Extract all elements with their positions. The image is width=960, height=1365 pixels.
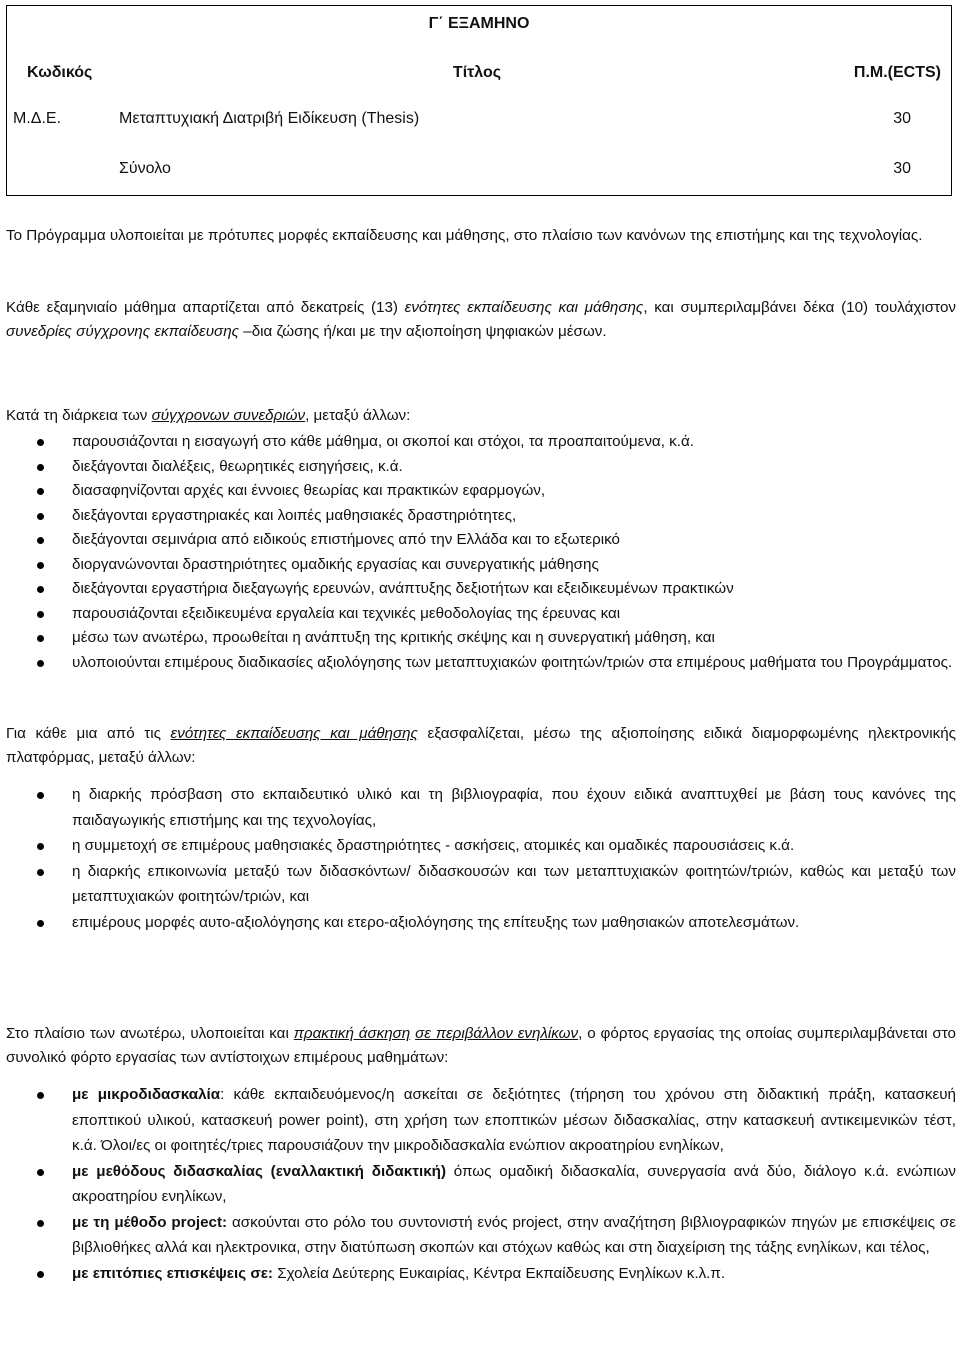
- semester-table: [6, 5, 952, 196]
- list-item: [6, 1261, 956, 1287]
- table-cell-code: Μ.Δ.Ε.: [13, 110, 62, 127]
- underlined-term-practical: πρακτική άσκηση: [293, 1025, 411, 1042]
- list-item: διεξάγονται εργαστηριακές και λοιπές μαθησιακές δραστηριότητες,: [6, 504, 956, 529]
- column-header-code: Κωδικός: [27, 64, 93, 81]
- list-item: η διαρκής επικοινωνία μεταξύ των διδασκόντων/ διδασκουσών και των μεταπτυχιακών φοιτητών/τριών, καθώς και μεταξύ των μεταπτυχιακών φοιτητών/τριών, και: [6, 859, 956, 910]
- method-label: με μεθόδους διδασκαλίας (εναλλακτική διδακτική): [72, 1162, 446, 1180]
- list-item: η διαρκής πρόσβαση στο εκπαιδευτικό υλικό και τη βιβλιογραφία, που έχουν ειδικά αναπτυχθεί με βάση τους κανόνες της παιδαγωγικής επιστήμης και της τεχνολογίας,: [6, 782, 956, 833]
- method-label: με τη μέθοδο project:: [72, 1213, 228, 1231]
- table-cell-ects: 30: [893, 110, 911, 127]
- paragraph-practical-training: [6, 1022, 956, 1069]
- underlined-term-sessions: σύγχρονων συνεδριών: [151, 407, 306, 424]
- text-segment: Κατά τη διάρκεια των: [6, 407, 152, 424]
- list-item: διεξάγονται διαλέξεις, θεωρητικές εισηγήσεις, κ.ά.: [6, 455, 956, 480]
- list-item: η συμμετοχή σε επιμέρους μαθησιακές δραστηριότητες - ασκήσεις, ατομικές και ομαδικές παρουσιάσεις κ.ά.: [6, 833, 956, 859]
- italic-term-units: ενότητες εκπαίδευσης και μάθησης: [404, 299, 644, 316]
- method-label: με μικροδιδασκαλία: [72, 1086, 221, 1103]
- list-item: παρουσιάζονται η εισαγωγή στο κάθε μάθημα, οι σκοποί και στόχοι, τα προαπαιτούμενα, κ.ά.: [6, 430, 956, 455]
- text-segment: Για κάθε μια από τις: [6, 725, 171, 742]
- list-item: [6, 1210, 956, 1261]
- underlined-term-adult-env: σε περιβάλλον ενηλίκων: [415, 1025, 579, 1042]
- text-segment: –δια ζώσης ή/και με την αξιοποίηση ψηφιακών μέσων.: [239, 322, 607, 340]
- total-label: Σύνολο: [119, 160, 171, 177]
- paragraph-platform-intro: [6, 722, 956, 769]
- list-item: διασαφηνίζονται αρχές και έννοιες θεωρίας και πρακτικών εφαρμογών,: [6, 479, 956, 504]
- method-description: : κάθε εκπαιδευόμενος/η ασκείται σε δεξιότητες (τήρηση του χρόνου στη διδακτική πράξη, κατασκευή εποπτικού υλικού, κατασκευή power point), στη χρήση των εποπτικών μέσων διδασκαλίας, στην κατασκευή αντικειμενικών τέστ, κ.ά. Όλοι/ες οι φοιτητές/τριες παρουσιάζουν την μικροδιδασκαλία ενώπιον ακροατηρίου ενηλίκων,: [72, 1086, 956, 1154]
- text-segment: , ο φόρτος εργασίας της οποίας συμπεριλαμβάνεται στο συνολικό φόρτο εργασίας των αντίστοιχων επιμέρους μαθημάτων:: [6, 1025, 956, 1066]
- list-item: διεξάγονται σεμινάρια από ειδικούς επιστήμονες από την Ελλάδα και το εξωτερικό: [6, 528, 956, 553]
- text-segment: εξασφαλίζεται, μέσω της αξιοποίησης ειδικά διαμορφωμένης ηλεκτρονικής πλατφόρμας, μεταξύ άλλων:: [6, 725, 957, 766]
- platform-features-list: [6, 782, 956, 935]
- list-item: [6, 1159, 956, 1210]
- text-segment: Κάθε εξαμηνιαίο μάθημα απαρτίζεται από δεκατρείς (13): [6, 299, 405, 316]
- paragraph-semester-course: [6, 296, 956, 343]
- list-item: υλοποιούνται επιμέρους διαδικασίες αξιολόγησης των μεταπτυχιακών φοιτητών/τριών στα επιμέρους μαθήματα του Προγράμματος.: [6, 651, 956, 676]
- practical-methods-list: [6, 1082, 956, 1286]
- text-segment: , και συμπεριλαμβάνει δέκα (10) τουλάχιστον: [643, 299, 956, 316]
- text-segment: , μεταξύ άλλων:: [305, 407, 411, 424]
- table-title: Γ΄ ΕΞΑΜΗΝΟ: [428, 15, 530, 32]
- method-description: Σχολεία Δεύτερης Ευκαιρίας, Κέντρα Εκπαίδευσης Ενηλίκων κ.λ.π.: [273, 1264, 726, 1282]
- method-description: όπως ομαδική διδασκαλία, συνεργασία ανά δύο, διάλογο κ.ά. ενώπιων ακροατηρίου ενηλίκων,: [72, 1162, 956, 1205]
- list-item: επιμέρους μορφές αυτο-αξιολόγησης και ετερο-αξιολόγησης της επίτευξης των μαθησιακών αποτελεσμάτων.: [6, 910, 956, 936]
- sessions-activities-list: [6, 430, 956, 675]
- total-ects: 30: [893, 160, 911, 177]
- list-item: διοργανώνονται δραστηριότητες ομαδικής εργασίας και συνεργατικής μάθησης: [6, 553, 956, 578]
- column-header-title: Τίτλος: [452, 64, 502, 81]
- method-description: ασκούνται στο ρόλο του συντονιστή ενός project, στην αναζήτηση βιβλιογραφικών πηγών με επισκέψεις σε βιβλιοθήκες αλλά και ηλεκτρονικα, στην διατύπωση σκοπών και στόχων καθώς και στη διαχείριση της τάξης ενηλίκων, και τέλος,: [72, 1213, 956, 1256]
- list-item: [6, 1082, 956, 1159]
- text-segment: Στο πλαίσιο των ανωτέρω, υλοποιείται και: [6, 1025, 294, 1042]
- list-item: μέσω των ανωτέρω, προωθείται η ανάπτυξη της κριτικής σκέψης και η συνεργατική μάθηση, και: [6, 626, 956, 651]
- method-label: με επιτόπιες επισκέψεις σε:: [72, 1264, 273, 1282]
- paragraph-program: Το Πρόγραμμα υλοποιείται με πρότυπες μορφές εκπαίδευσης και μάθησης, στο πλαίσιο των κανόνων της επιστήμης και της τεχνολογίας.: [6, 227, 923, 244]
- paragraph-sessions-intro: [6, 404, 956, 428]
- column-header-ects: Π.Μ.(ECTS): [853, 64, 941, 81]
- table-cell-title: Μεταπτυχιακή Διατριβή Ειδίκευση (Thesis): [119, 110, 420, 127]
- underlined-term-units: ενότητες εκπαίδευσης και μάθησης: [170, 725, 418, 742]
- list-item: παρουσιάζονται εξειδικευμένα εργαλεία και τεχνικές μεθοδολογίας της έρευνας και: [6, 602, 956, 627]
- list-item: διεξάγονται εργαστήρια διεξαγωγής ερευνών, ανάπτυξης δεξιοτήτων και εξειδικευμένων πρακτικών: [6, 577, 956, 602]
- italic-term-sessions: συνεδρίες σύγχρονης εκπαίδευσης: [6, 322, 240, 340]
